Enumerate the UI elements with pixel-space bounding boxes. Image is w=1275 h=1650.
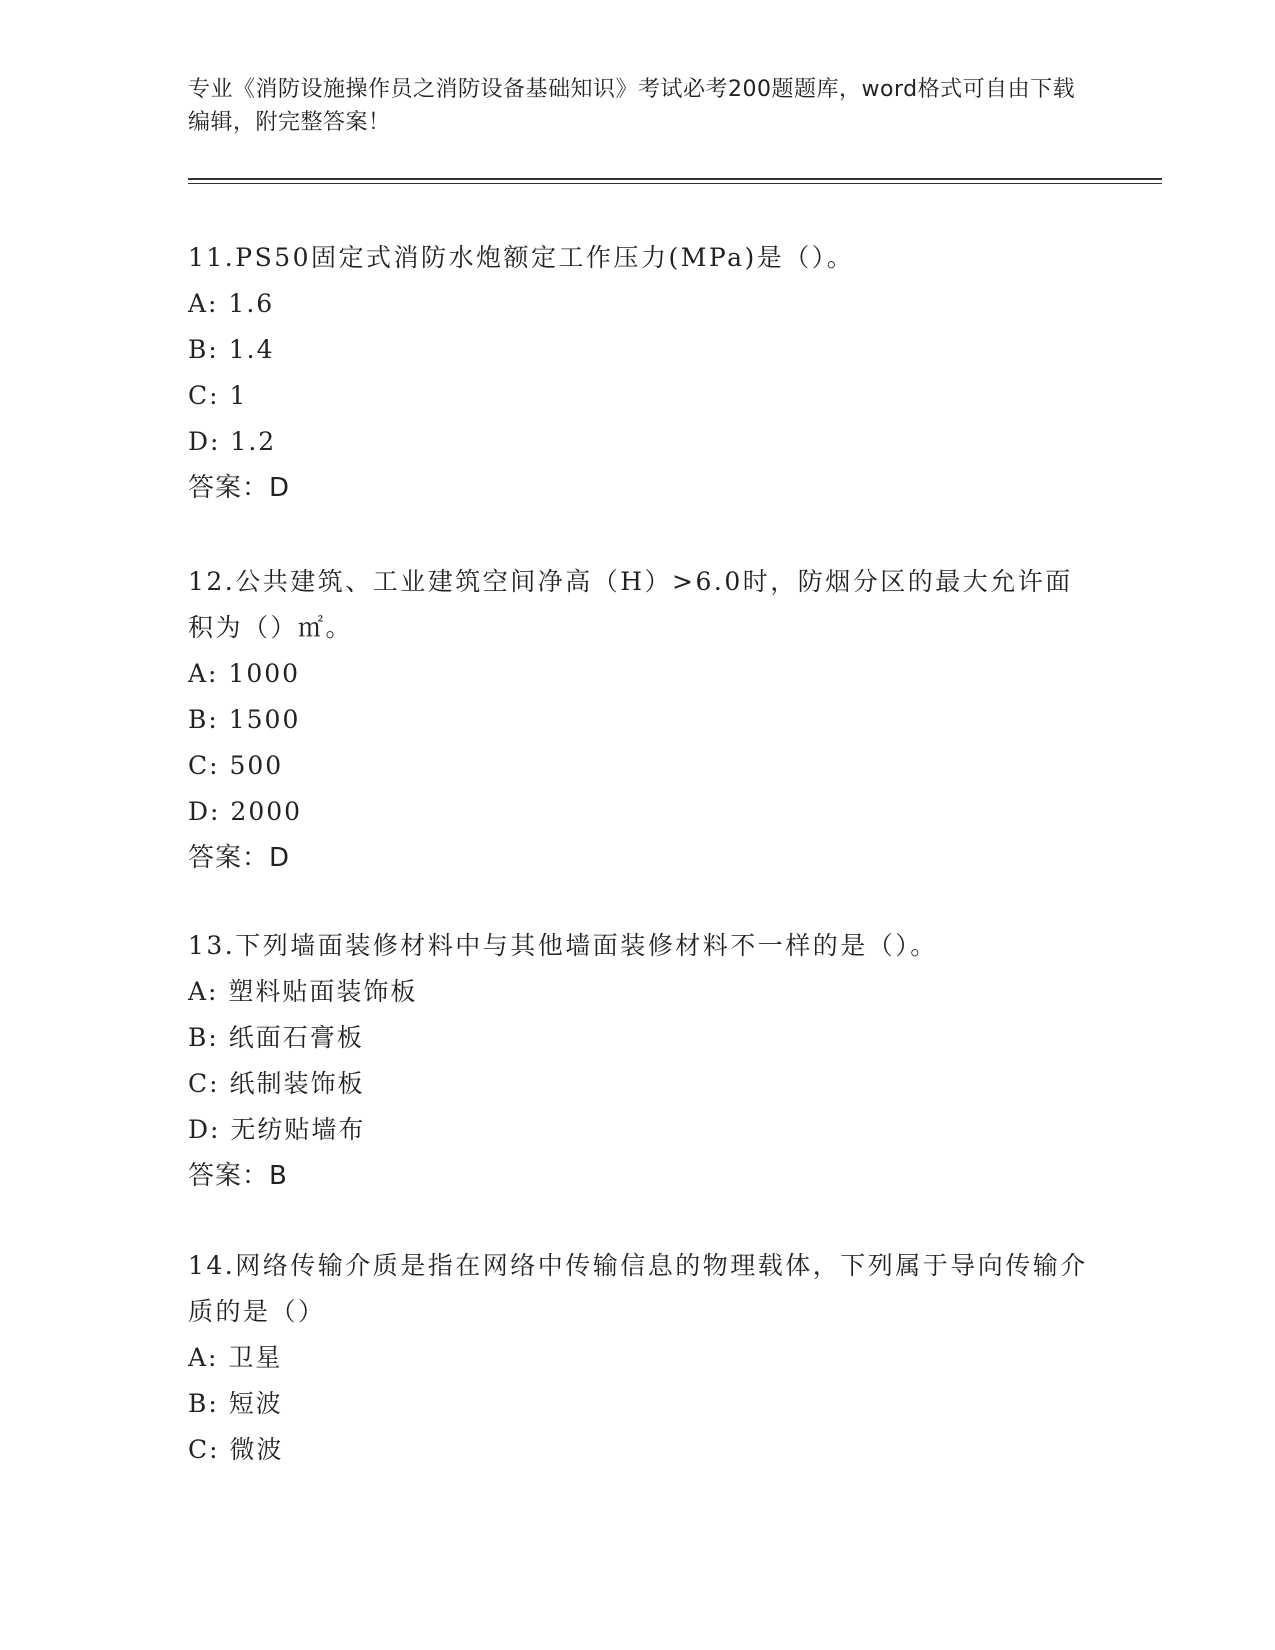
answer-line: 答案：B: [188, 1161, 288, 1191]
option-a: A: 1000: [188, 659, 301, 688]
option-c: C: 纸制装饰板: [188, 1069, 365, 1098]
option-b: B: 1500: [188, 705, 301, 734]
option-a: A: 塑料贴面装饰板: [188, 977, 418, 1006]
header-divider-bottom: [188, 183, 1162, 184]
option-c: C: 1: [188, 381, 248, 410]
option-b: B: 1.4: [188, 335, 275, 364]
option-a: A: 1.6: [188, 289, 275, 318]
question-12: [188, 559, 1088, 881]
option-b: B: 纸面石膏板: [188, 1023, 364, 1052]
question-stem: 14.网络传输介质是指在网络中传输信息的物理载体，下列属于导向传输介质的是（）: [188, 1251, 1088, 1326]
answer-line: 答案：D: [188, 473, 291, 503]
option-a: A: 卫星: [188, 1343, 283, 1372]
question-13: [188, 923, 1088, 1199]
question-stem: 12.公共建筑、工业建筑空间净高（H）>6.0时，防烟分区的最大允许面积为（）㎡。: [188, 567, 1073, 642]
header-divider-top: [188, 178, 1162, 180]
option-c: C: 500: [188, 751, 284, 780]
answer-line: 答案：D: [188, 843, 291, 873]
option-d: D: 1.2: [188, 427, 277, 456]
option-b: B: 短波: [188, 1389, 283, 1418]
question-stem: 11.PS50固定式消防水炮额定工作压力(MPa)是（）。: [188, 243, 855, 272]
document-header: 专业《消防设施操作员之消防设备基础知识》考试必考200题题库，word格式可自由下载编辑，附完整答案！: [188, 77, 1076, 135]
question-11: [188, 235, 1088, 511]
question-stem: 13.下列墙面装修材料中与其他墙面装修材料不一样的是（）。: [188, 931, 938, 960]
option-c: C: 微波: [188, 1435, 284, 1464]
option-d: D: 无纺贴墙布: [188, 1115, 366, 1144]
option-d: D: 2000: [188, 797, 303, 826]
question-14: [188, 1243, 1088, 1473]
